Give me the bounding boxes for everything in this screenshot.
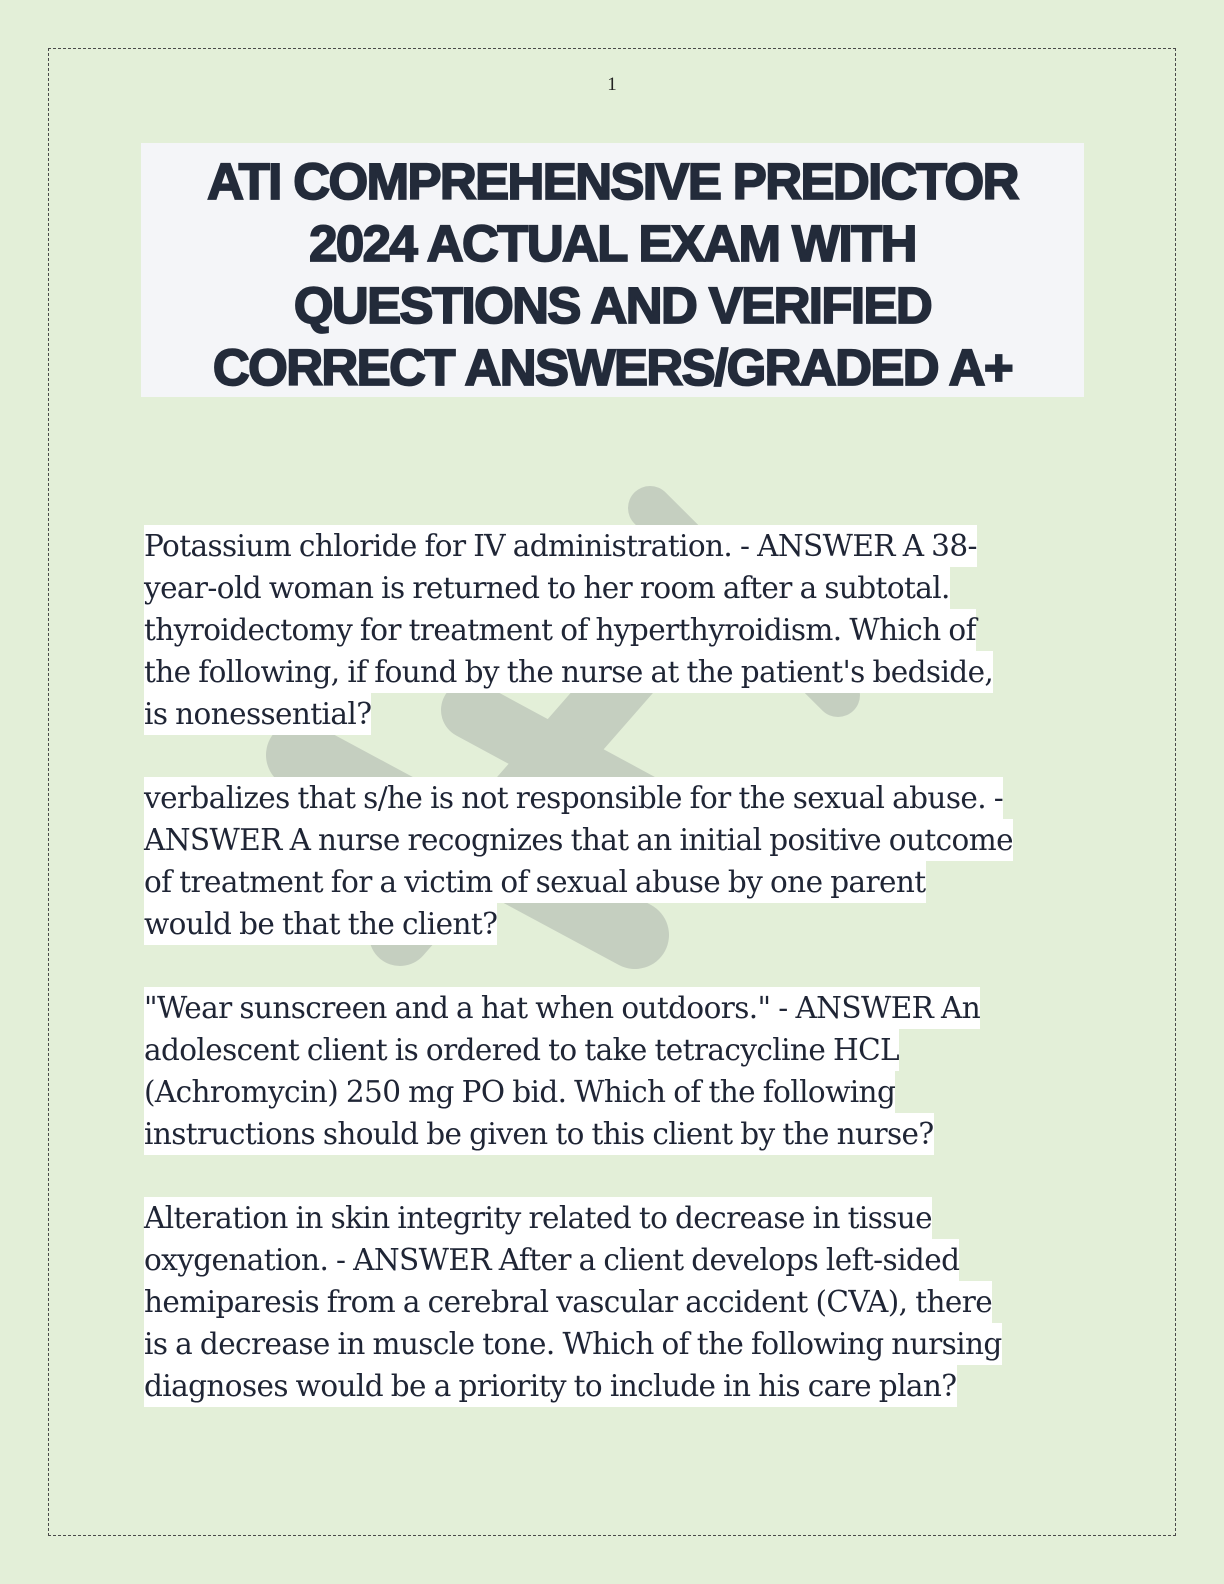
qa-item (144, 1197, 1080, 1407)
qa-list (144, 525, 1080, 1449)
qa-line: of treatment for a victim of sexual abuse by one parent (144, 861, 926, 903)
qa-line: diagnoses would be a priority to include in his care plan? (144, 1365, 957, 1407)
qa-item (144, 777, 1080, 945)
page-number: 1 (607, 74, 617, 95)
qa-line: hemiparesis from a cerebral vascular accident (CVA), there (144, 1281, 992, 1323)
document-title: ATI COMPREHENSIVE PREDICTOR 2024 ACTUAL EXAM WITH QUESTIONS AND VERIFIED CORRECT ANSWERS/GRADED A+ (207, 153, 1018, 396)
qa-item (144, 987, 1080, 1155)
qa-line: the following, if found by the nurse at the patient's bedside, (144, 651, 993, 693)
qa-line: "Wear sunscreen and a hat when outdoors." - ANSWER An (144, 987, 980, 1029)
qa-line: adolescent client is ordered to take tetracycline HCL (144, 1029, 899, 1071)
qa-line: year-old woman is returned to her room after a subtotal. (144, 567, 950, 609)
qa-line: thyroidectomy for treatment of hyperthyroidism. Which of (144, 609, 976, 651)
qa-line: Alteration in skin integrity related to decrease in tissue (144, 1197, 932, 1239)
qa-item (144, 525, 1080, 735)
qa-line: instructions should be given to this client by the nurse? (144, 1113, 934, 1155)
qa-line: would be that the client? (144, 903, 497, 945)
qa-line: Potassium chloride for IV administration. - ANSWER A 38- (144, 525, 977, 567)
qa-line: is nonessential? (144, 693, 371, 735)
title-block (141, 143, 1084, 397)
qa-line: oxygenation. - ANSWER After a client develops left-sided (144, 1239, 959, 1281)
qa-line: verbalizes that s/he is not responsible for the sexual abuse. - (144, 777, 1003, 819)
qa-line: is a decrease in muscle tone. Which of the following nursing (144, 1323, 1002, 1365)
qa-line: (Achromycin) 250 mg PO bid. Which of the following (144, 1071, 895, 1113)
qa-line: ANSWER A nurse recognizes that an initial positive outcome (144, 819, 1013, 861)
